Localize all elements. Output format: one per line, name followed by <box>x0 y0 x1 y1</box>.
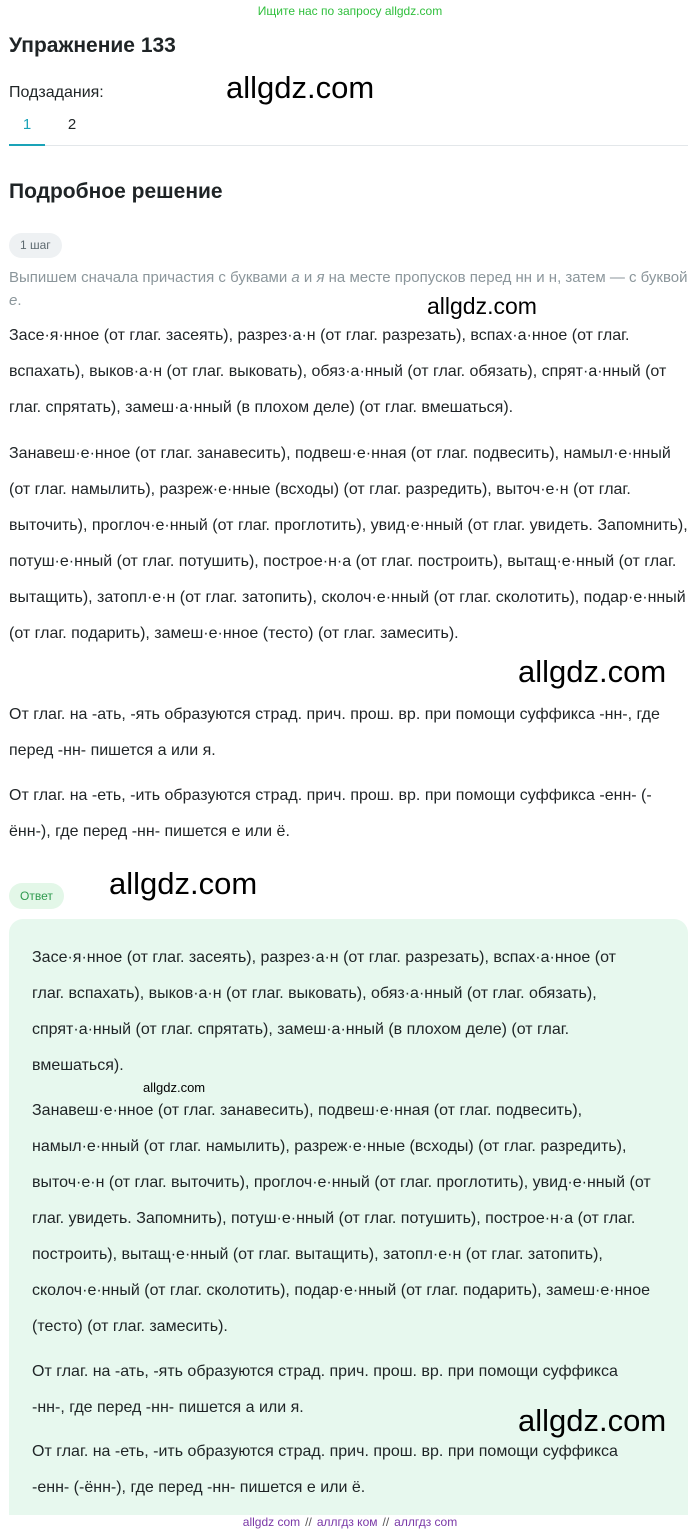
solution-paragraph: Засе·я·нное (от глаг. засеять), разрез·а·н (от глаг. разрезать), вспах·а·нное (от глаг. вспахать), выков·а·н (от глаг. выковать), обяз·а·нный (от глаг. обязать), спрят·а·нный (от глаг. спрятать), замеш·а·нный (в плохом деле) (от глаг. вмешаться). <box>9 327 667 416</box>
footer-link[interactable]: аллгдз com <box>394 1515 458 1529</box>
footer: allgdz com // аллгдз ком // аллгдз com <box>242 1515 458 1529</box>
subtask-tabs <box>9 108 688 146</box>
top-banner[interactable]: Ищите нас по запросу allgdz.com <box>257 4 443 18</box>
footer-link[interactable]: allgdz com <box>242 1515 301 1529</box>
page-title: Упражнение 133 <box>9 34 176 57</box>
watermark: allgdz.com <box>226 70 375 105</box>
answer-badge: Ответ <box>9 883 64 909</box>
rule-paragraph: От глаг. на -ать, -ять образуются страд. прич. прош. вр. при помощи суффикса -нн-, где перед -нн- пишется а или я. <box>9 706 660 759</box>
answer-rule: От глаг. на -еть, -ить образуются страд. прич. прош. вр. при помощи суффикса -енн- (-ённ-), где перед -нн- пишется е или ё. <box>32 1443 618 1496</box>
rule-paragraph: От глаг. на -еть, -ить образуются страд. прич. прош. вр. при помощи суффикса -енн- (-ённ-), где перед -нн- пишется е или ё. <box>9 787 652 840</box>
answer-paragraph: Засе·я·нное (от глаг. засеять), разрез·а·н (от глаг. разрезать), вспах·а·нное (от глаг. вспахать), выков·а·н (от глаг. выковать), обяз·а·нный (от глаг. обязать), спрят·а·нный (от глаг. спрятать), замеш·а·нный (в плохом деле) (от глаг. вмешаться). <box>32 949 616 1074</box>
watermark: allgdz.com <box>427 293 537 319</box>
watermark: allgdz.com <box>109 866 258 901</box>
solution-paragraph: Занавеш·е·нное (от глаг. занавесить), подвеш·е·нная (от глаг. подвесить), намыл·е·нный (от глаг. намылить), разреж·е·нные (всходы) (от глаг. разредить), выточ·е·н (от глаг. выточить), проглоч·е·нный (от глаг. проглотить), увид·е·нный (от глаг. увидеть. Запомнить), потуш·е·нный (от глаг. потушить), построе·н·а (от глаг. построить), вытащ·е·нный (от глаг. вытащить), затопл·е·н (от глаг. затопить), сколоч·е·нный (от глаг. сколотить), подар·е·нный (от глаг. подарить), замеш·е·нное (тесто) (от глаг. замесить). <box>9 445 688 642</box>
watermark: allgdz.com <box>143 1080 206 1095</box>
footer-link[interactable]: аллгдз ком <box>316 1515 378 1529</box>
watermark: allgdz.com <box>518 654 667 689</box>
watermark: allgdz.com <box>518 1403 667 1438</box>
step-intro: Выпишем сначала причастия с буквами а и я на месте пропусков перед нн и н, затем — с буквой е. <box>9 269 688 309</box>
answer-rule: От глаг. на -ать, -ять образуются страд. прич. прош. вр. при помощи суффикса -нн-, где перед -нн- пишется а или я. <box>32 1363 618 1416</box>
tab-1[interactable]: 1 <box>9 108 45 146</box>
answer-paragraph: Занавеш·е·нное (от глаг. занавесить), подвеш·е·нная (от глаг. подвесить), намыл·е·нный (от глаг. намылить), разреж·е·нные (всходы) (от глаг. разредить), выточ·е·н (от глаг. выточить), проглоч·е·нный (от глаг. проглотить), увид·е·нный (от глаг. увидеть. Запомнить), потуш·е·нный (от глаг. потушить), построе·н·а (от глаг. построить), вытащ·е·нный (от глаг. вытащить), затопл·е·н (от глаг. затопить), сколоч·е·нный (от глаг. сколотить), подар·е·нный (от глаг. подарить), замеш·е·нное (тесто) (от глаг. замесить). <box>32 1102 651 1335</box>
subtasks-label: Подзадания: <box>9 84 104 101</box>
step-badge: 1 шаг <box>9 233 62 258</box>
tab-2[interactable]: 2 <box>67 116 77 133</box>
section-title: Подробное решение <box>9 180 223 203</box>
